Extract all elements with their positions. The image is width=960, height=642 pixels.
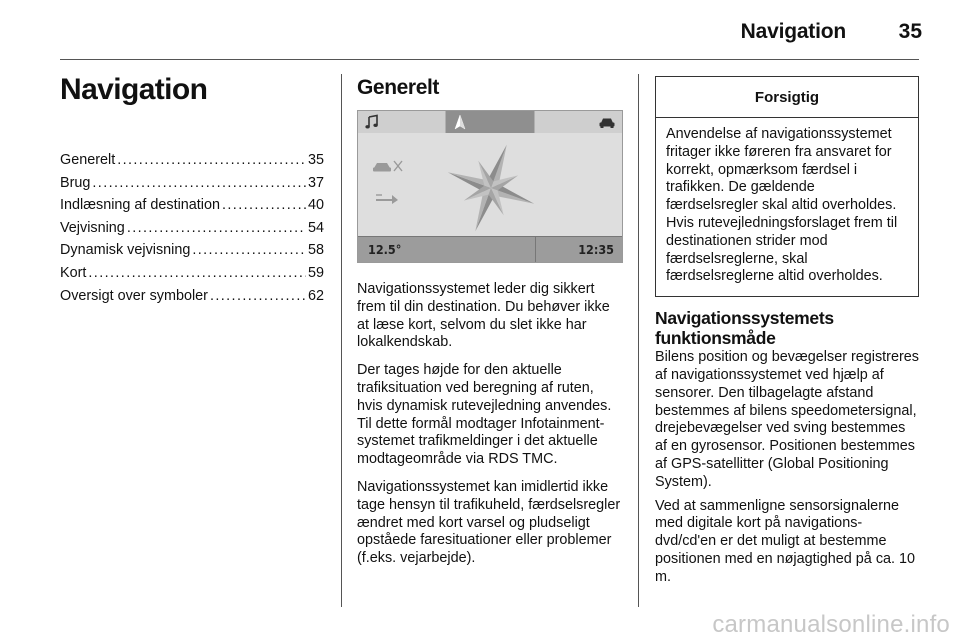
paragraph: Navigationssystemet kan imidlertid ikke tage hensyn til trafikuheld, færdselsregler ændret med kort varsel og pludseligt opståede faresituationer eller problemer (f.eks. vejarbejde).: [357, 478, 621, 567]
caution-title: Forsigtig: [656, 77, 918, 118]
caution-box: [655, 76, 919, 297]
toc-item-page: 40: [307, 197, 324, 214]
toc-dot-leader: [117, 149, 306, 172]
paragraph: Bilens position og bevægelser registreres af navigationssystemet ved hjælp af sensorer. Den tilbagelagte afstand bestemmes af bilens speedometersignal, drejebevægelser ved sving bestemmes af en gyrosensor. Positionen bestemmes af GPS-satellitter (Global Positioning System).: [655, 349, 919, 490]
watermark: carmanualsonline.info: [712, 611, 950, 638]
toc-dot-leader: [222, 194, 306, 217]
toc-dot-leader: [92, 172, 306, 195]
header-title: Navigation: [740, 20, 846, 43]
paragraph: Ved at sammenligne sensorsignalerne med digitale kort på navigations-dvd/cd'en er det muligt at bestemme positionen med en nøjagtighed på ca. 10 m.: [655, 497, 916, 585]
car-icon: [598, 114, 616, 130]
toc-item[interactable]: [60, 239, 324, 262]
toc-dot-leader: [127, 217, 306, 240]
navigation-arrow-icon: [452, 114, 468, 130]
screen-status-bar: [358, 236, 622, 262]
paragraph: Der tages højde for den aktuelle trafiksituation ved beregning af ruten, hvis dynamisk rutevejledning anvendes. Til dette formål modtager Infotainment-systemet trafikmeldinger i det aktuelle modtageområde via RDS TMC.: [357, 362, 612, 468]
toc-item[interactable]: [60, 149, 324, 172]
clock-readout: 12:35: [578, 242, 614, 257]
toc-item-label: Brug: [60, 174, 91, 191]
caution-text: Anvendelse af navigationssystemet fritager ikke føreren fra ansvaret for korrekt, opmærksom færdsel i trafikken. De gældende færdselsregler skal altid overholdes. Hvis rutevejledningsforslaget frem til destinationen strider mod færdselsreglerne, skal færdselsreglerne altid overholdes.: [666, 126, 898, 285]
route-icon: [374, 191, 400, 205]
function-column: [655, 76, 919, 587]
screen-tab-navigation: [446, 111, 534, 133]
toc-item-page: 54: [307, 219, 324, 236]
music-note-icon: [364, 114, 380, 130]
toc-item-page: 35: [307, 152, 324, 168]
traffic-off-icon: [372, 158, 404, 176]
running-header: [0, 0, 960, 58]
paragraph: Navigationssystemet leder dig sikkert frem til din destination. Du behøver ikke at læse kort, selvom du slet ikke har lokalkendskab.: [357, 281, 610, 351]
toc-item[interactable]: [60, 172, 324, 195]
table-of-contents: [60, 149, 324, 307]
screen-tab-bar: [358, 111, 622, 133]
column-separator: [638, 74, 639, 607]
header-rule: [60, 59, 919, 60]
toc-item-page: 37: [307, 174, 324, 191]
page-number: 35: [898, 20, 922, 43]
screen-tab-vehicle: [535, 111, 622, 133]
compass-rose-icon: [442, 139, 540, 237]
toc-item[interactable]: [60, 285, 324, 308]
toc-item[interactable]: [60, 217, 324, 240]
toc-dot-leader: [210, 285, 306, 308]
toc-item-page: 59: [307, 264, 324, 281]
infotainment-screen-illustration: [357, 110, 623, 263]
toc-item[interactable]: [60, 262, 324, 285]
status-divider: [535, 237, 536, 262]
toc-item-page: 58: [307, 242, 324, 259]
map-area: [358, 133, 622, 239]
chapter-column: [60, 70, 324, 307]
subsection-title: Navigationssystemets funktionsmåde: [655, 308, 834, 348]
toc-item-label: Dynamisk vejvisning: [60, 242, 191, 259]
column-separator: [341, 74, 342, 607]
chapter-title: Navigation: [60, 73, 208, 106]
toc-item-label: Indlæsning af destination: [60, 197, 221, 214]
screen-tab-audio: [358, 111, 446, 133]
section-title: Generelt: [357, 76, 439, 99]
toc-dot-leader: [88, 262, 306, 285]
toc-item-label: Oversigt over symboler: [60, 287, 208, 304]
general-column: [357, 70, 623, 568]
toc-item[interactable]: [60, 194, 324, 217]
toc-item-label: Vejvisning: [60, 219, 125, 236]
temperature-readout: 12.5°: [368, 242, 402, 257]
toc-dot-leader: [192, 239, 306, 262]
toc-item-label: Kort: [60, 264, 87, 281]
toc-item-label: Generelt: [60, 152, 116, 168]
toc-item-page: 62: [307, 287, 324, 304]
